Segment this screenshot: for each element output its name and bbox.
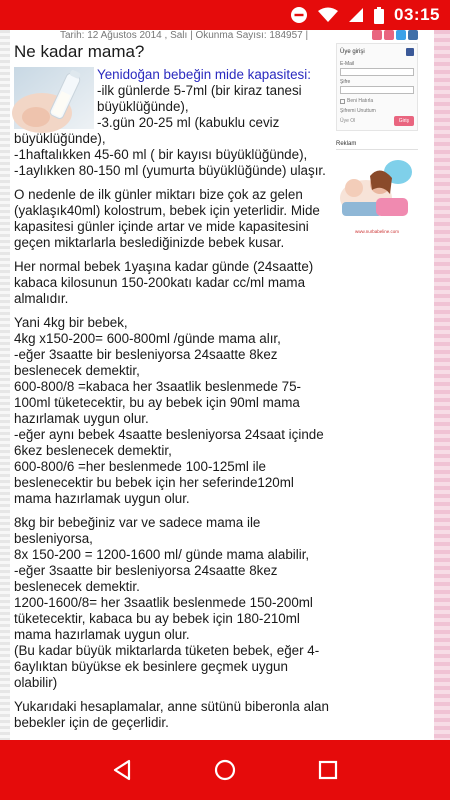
article-paragraph — [14, 699, 332, 731]
share-icon[interactable] — [372, 30, 382, 40]
do-not-disturb-icon — [290, 6, 308, 24]
forgot-password-label: Şifremi Unuttum — [340, 108, 376, 114]
login-box — [336, 43, 418, 131]
home-icon — [214, 759, 236, 781]
paragraph-line: Her normal bebek 1yaşına kadar günde (24saatte) kabaca kilosunun 150-200katı kadar cc/ml mama almalıdır. — [14, 259, 314, 306]
intro-line: -ilk günlerde 5-7ml (bir kiraz tanesi büyüklüğünde), — [97, 83, 302, 114]
article-title: Ne kadar mama? — [14, 42, 145, 61]
baby-bottle-image — [14, 67, 94, 129]
instagram-icon[interactable] — [408, 30, 418, 40]
recents-button[interactable] — [308, 750, 348, 790]
facebook-icon[interactable] — [384, 30, 394, 40]
email-field[interactable] — [340, 68, 414, 76]
forgot-password-link[interactable] — [340, 108, 414, 114]
paragraph-line: -eğer 3saatte bir besleniyorsa 24saatte 8kez beslenecek demektir, — [14, 347, 278, 378]
login-header — [340, 46, 414, 58]
article-paragraph — [14, 187, 332, 251]
paragraph-line: Yani 4kg bir bebek, — [14, 315, 128, 330]
paragraph-line: 600-800/6 =her beslenmede 100-125ml ile beslenecektir bu bebek için her seferinde120ml mama hazırlamak uygun olur. — [14, 459, 294, 506]
remember-checkbox[interactable] — [340, 99, 345, 104]
status-bar — [0, 0, 450, 30]
article-paragraph — [14, 259, 332, 307]
paragraph-line: 8x 150-200 = 1200-1600 ml/ günde mama alabilir, — [14, 547, 310, 562]
intro-line: -1haftalıkken 45-60 ml ( bir kayısı büyüklüğünde), — [14, 147, 308, 162]
login-actions — [340, 116, 414, 126]
paragraph-line: 600-800/8 =kabaca her 3saatlik beslenmede 75-100ml tüketecektir, bu ay bebek için 90ml mama hazırlamak uygun olur. — [14, 379, 301, 426]
password-field[interactable] — [340, 86, 414, 94]
social-share-bar — [336, 30, 418, 41]
web-content[interactable] — [0, 30, 450, 740]
recents-icon — [318, 760, 338, 780]
login-button[interactable]: Giriş — [394, 116, 414, 126]
clock: 03:15 — [394, 5, 440, 24]
paragraph-line: -eğer 3saatte bir besleniyorsa 24saatte 8kez beslenecek demektir. — [14, 563, 278, 594]
intro-subheading: Yenidoğan bebeğin mide kapasitesi: — [97, 67, 311, 82]
article — [14, 30, 332, 755]
remember-label: Beni Hatırla — [347, 98, 374, 104]
paragraph-line: 1200-1600/8= her 3saatlik beslenmede 150-200ml tüketecektir, kabaca bu ay bebek için 180-210ml mama hazırlamak uygun olur. — [14, 595, 313, 642]
home-button[interactable] — [205, 750, 245, 790]
remember-me[interactable] — [340, 98, 414, 104]
article-intro — [14, 67, 332, 179]
paragraph-line: O nedenle de ilk günler miktarı bize çok az gelen (yaklaşık40ml) kolostrum, bebek için yeterlidir. Mide kapasitesi günler içinde artar ve mide kapasitesini geçen miktarlarla beslediğinizde bebek kusar. — [14, 187, 320, 250]
ad-banner[interactable] — [336, 154, 418, 234]
wifi-icon — [318, 7, 338, 23]
intro-line: -3.gün 20-25 ml (kabuklu ceviz büyüklüğünde), — [14, 115, 280, 146]
paragraph-line: 4kg x150-200= 600-800ml /günde mama alır, — [14, 331, 281, 346]
paragraph-line: Yukarıdaki hesaplamalar, anne sütünü biberonla alan bebekler için de geçerlidir. — [14, 699, 329, 730]
ad-caption: www.nurbabeline.com — [354, 229, 400, 234]
back-icon — [112, 759, 132, 781]
intro-line: -1aylıkken 80-150 ml (yumurta büyüklüğünde) ulaşır. — [14, 163, 326, 178]
facebook-login-icon[interactable] — [406, 48, 414, 56]
email-label: E-Mail — [340, 61, 355, 67]
right-page-border — [434, 30, 450, 740]
paragraph-line: (Bu kadar büyük miktarlarda tüketen bebek, eğer 4-6aylıktan büyükse ek besinlere geçmek uygun olabilir) — [14, 643, 320, 690]
password-label: Şifre — [340, 79, 351, 85]
left-page-border — [0, 30, 10, 740]
ads-label: Reklam — [336, 141, 418, 150]
signal-icon — [348, 7, 364, 23]
battery-icon — [374, 7, 384, 24]
register-link[interactable]: Üye Ol — [340, 118, 356, 124]
article-paragraph — [14, 315, 332, 507]
paragraph-line: 8kg bir bebeğiniz var ve sadece mama ile besleniyorsa, — [14, 515, 261, 546]
sidebar — [336, 30, 418, 234]
twitter-icon[interactable] — [396, 30, 406, 40]
login-heading: Üye girişi — [340, 49, 365, 55]
article-meta: Tarih: 12 Ağustos 2014 , Salı | Okunma Sayısı: 184957 | — [60, 30, 309, 41]
navigation-bar — [0, 740, 450, 800]
article-paragraph — [14, 515, 332, 691]
paragraph-line: -eğer aynı bebek 4saatte besleniyorsa 24saat içinde 6kez beslenecek demektir, — [14, 427, 324, 458]
back-button[interactable] — [102, 750, 142, 790]
